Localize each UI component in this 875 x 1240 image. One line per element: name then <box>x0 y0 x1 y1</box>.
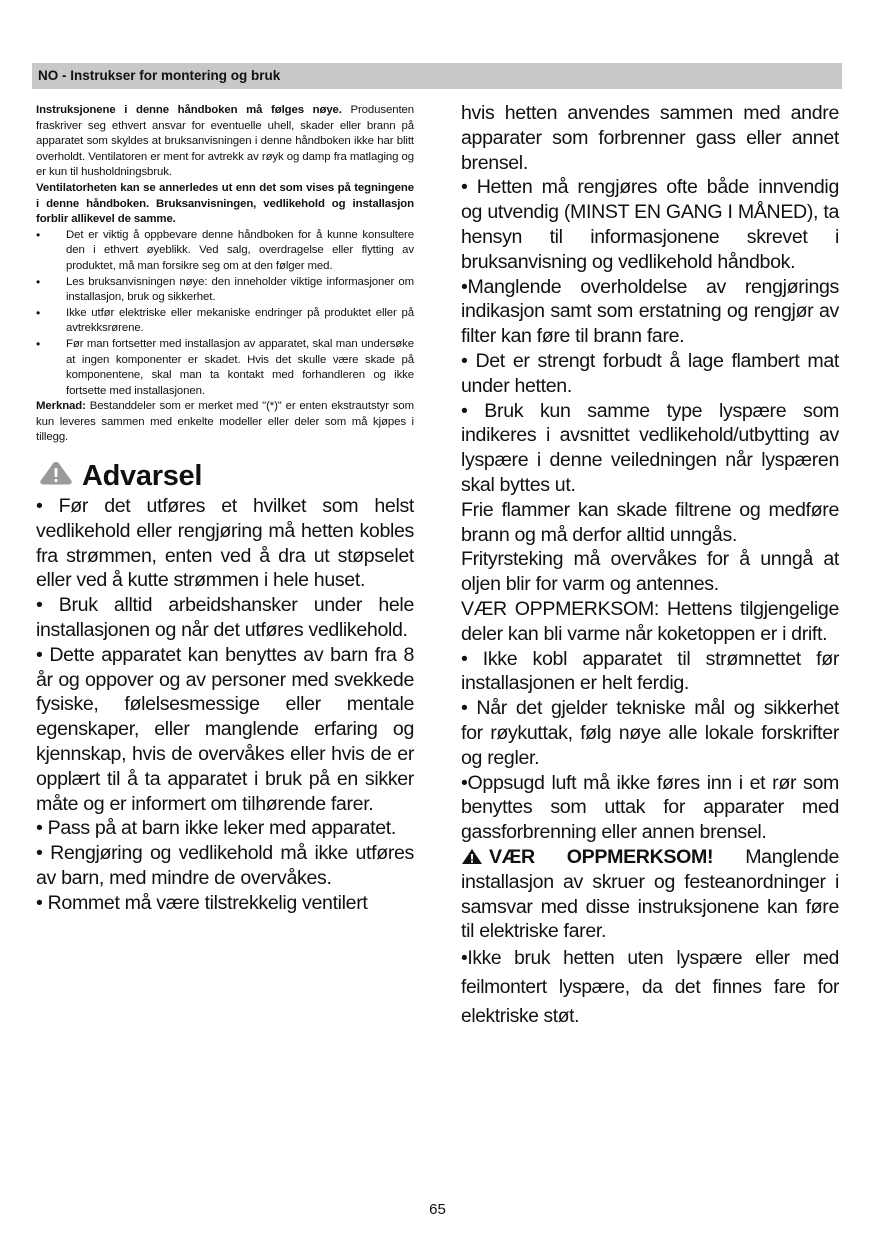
warning-paragraph: • Dette apparatet kan benyttes av barn fra 8 år og oppover og av personer med svekkede fysiske, følelsesmessige eller mentale egenskaper, eller manglende erfaring og kjennskap, hvis de overvåkes eller hvis de er opplært til å ta apparatet i bruk på en sikker måte og er informert om tilhørende farer. <box>36 643 414 815</box>
warning-paragraph: •Oppsugd luft må ikke føres inn i et rør som benyttes som uttak for apparater med gassforbrenning eller annen brensel. <box>461 771 839 844</box>
warning-heading <box>36 458 414 498</box>
page-number: 65 <box>429 1201 446 1218</box>
note-text: Bestanddeler som er merket med "(*)" er enten ekstrautstyr som kun leveres sammen med enkelte modeller eller deler som må kjøpes i tillegg. <box>36 400 414 444</box>
section-header: NO - Instrukser for montering og bruk <box>32 63 842 89</box>
warning-triangle-icon <box>461 848 483 865</box>
warning-paragraph: VÆR OPPMERKSOM: Hettens tilgjengelige deler kan bli varme når koketoppen er i drift. <box>461 597 839 645</box>
warning-left-text <box>36 494 414 916</box>
warning-paragraph: Frie flammer kan skade filtrene og medføre brann og må derfor alltid unngås. <box>461 498 839 546</box>
attention-paragraph <box>461 845 839 944</box>
note-label: Merknad: <box>36 400 86 413</box>
warning-paragraph: • Rengjøring og vedlikehold må ikke utføres av barn, med mindre de overvåkes. <box>36 842 414 890</box>
warning-paragraph: • Pass på at barn ikke leker med apparatet. <box>36 817 396 840</box>
warning-paragraph: • Rommet må være tilstrekkelig ventilert <box>36 891 368 914</box>
intro-bold-paragraph: Ventilatorheten kan se annerledes ut enn det som vises på tegningene i denne håndboken. Bruksanvisningen, vedlikehold og installasjon forblir allikevel de samme. <box>36 181 414 226</box>
intro-section <box>36 103 414 446</box>
list-item: • Les bruksanvisningen nøye: den inneholder viktige informasjoner om installasjon, bruk og sikkerhet. <box>36 275 414 306</box>
warning-paragraph: Frityrsteking må overvåkes for å unngå at oljen blir for varm og antennes. <box>461 548 839 596</box>
warning-paragraph: • Bruk alltid arbeidshansker under hele installasjonen og når det utføres vedlikehold. <box>36 594 414 642</box>
warning-paragraph: •Ikke bruk hetten uten lyspære eller med feilmontert lyspære, da det finnes fare for elektriske støt. <box>461 948 839 1028</box>
list-item: • Ikke utfør elektriske eller mekaniske endringer på produktet eller på avtrekksrørene. <box>36 306 414 337</box>
warning-paragraph: • Når det gjelder tekniske mål og sikkerhet for røykuttak, følg nøye alle lokale forskrifter og regler. <box>461 697 839 769</box>
warning-title: Advarsel <box>82 460 203 493</box>
warning-paragraph: • Før det utføres et hvilket som helst vedlikehold eller rengjøring må hetten kobles fra strømmen, enten ved å dra ut støpselet eller ved å kutte strømmen i hele huset. <box>36 495 414 592</box>
intro-paragraph <box>36 103 414 181</box>
list-item: • Før man fortsetter med installasjon av apparatet, skal man undersøke at ingen komponenter er skadet. Hvis det skulle være skade på komponentene, skal man ta kontakt med forhandleren og ikke fortsette med installasjonen. <box>36 337 414 399</box>
attention-label: VÆR OPPMERKSOM! <box>489 845 714 868</box>
warning-triangle-icon <box>38 460 74 486</box>
left-column <box>36 103 414 916</box>
intro-bold: Instruksjonene i denne håndboken må følges nøye. <box>36 104 342 116</box>
warning-paragraph: hvis hetten anvendes sammen med andre apparater som forbrenner gass eller annet brensel. <box>461 102 839 174</box>
attention-text: Manglende installasjon av skruer og festeanordninger i samsvar med disse instruksjonene kan føre til elektriske farer. <box>461 845 840 943</box>
list-item: • Det er viktig å oppbevare denne håndboken for å kunne konsultere den i ethvert øyeblikk. Ved salg, overdragelse eller flytting av produktet, må man forsikre seg om at den følger med. <box>36 228 414 275</box>
right-column <box>461 101 839 1031</box>
warning-paragraph: • Bruk kun samme type lyspære som indikeres i avsnittet vedlikehold/utbytting av lyspære i denne veiledningen når lyspæren skal byttes ut. <box>461 399 839 496</box>
intro-bullet-list <box>36 228 414 400</box>
warning-paragraph: • Det er strengt forbudt å lage flambert mat under hetten. <box>461 349 839 397</box>
warning-paragraph: • Ikke kobl apparatet til strømnettet før installasjonen er helt ferdig. <box>461 647 839 695</box>
note-paragraph <box>36 399 414 446</box>
warning-paragraph: • Hetten må rengjøres ofte både innvendig og utvendig (MINST EN GANG I MÅNED), ta hensyn til informasjonene skrevet i bruksanvisning og vedlikehold håndbok. <box>461 176 839 273</box>
warning-right-text <box>461 101 839 1031</box>
intro-text: Produsenten fraskriver seg ethvert ansvar for eventuelle uhell, skader eller brann på apparatet som skyldes at bruksanvisningen i denne håndboken ikke har blitt overholdt. Ventilatoren er ment for avtrekk av røyk og damp fra matlaging og er kun til husholdningsbruk. <box>36 104 414 179</box>
warning-paragraph: •Manglende overholdelse av rengjørings indikasjon samt som erstatning og rengjør av filter kan føre til brann fare. <box>461 275 839 348</box>
